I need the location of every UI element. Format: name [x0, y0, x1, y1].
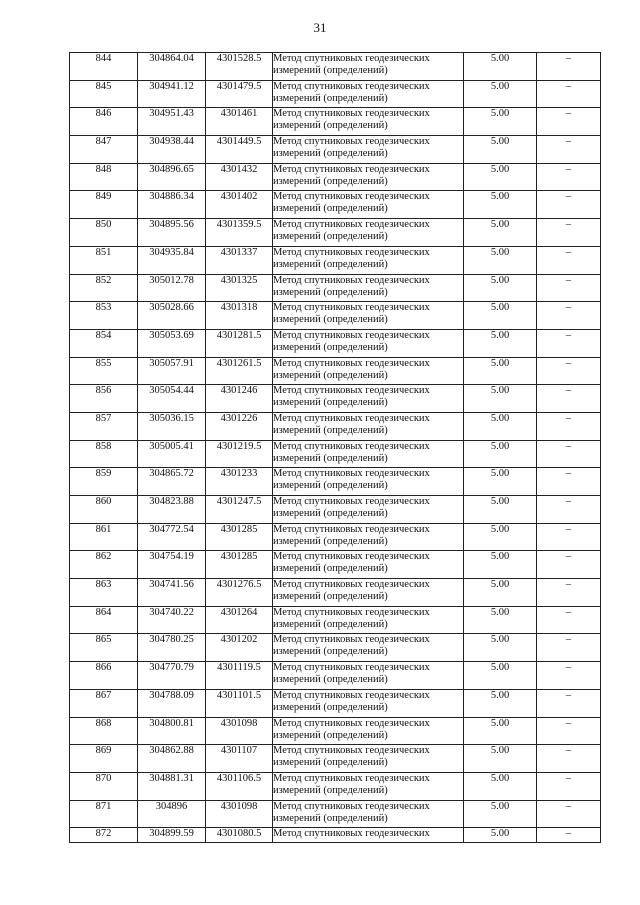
accuracy-cell: 5.00 — [464, 274, 537, 302]
x-coordinate-cell: 304895.56 — [138, 219, 206, 247]
y-coordinate-cell: 4301080.5 — [206, 828, 273, 843]
accuracy-cell: 5.00 — [464, 440, 537, 468]
y-coordinate-cell: 4301276.5 — [206, 579, 273, 607]
accuracy-cell: 5.00 — [464, 53, 537, 81]
accuracy-cell: 5.00 — [464, 136, 537, 164]
method-cell: Метод спутниковых геодезических измерений (определений) — [273, 440, 464, 468]
x-coordinate-cell: 304780.25 — [138, 634, 206, 662]
method-cell: Метод спутниковых геодезических измерений (определений) — [273, 357, 464, 385]
y-coordinate-cell: 4301202 — [206, 634, 273, 662]
method-cell: Метод спутниковых геодезических измерений (определений) — [273, 745, 464, 773]
x-coordinate-cell: 304938.44 — [138, 136, 206, 164]
extra-cell: – — [537, 357, 601, 385]
method-cell: Метод спутниковых геодезических измерений (определений) — [273, 772, 464, 800]
y-coordinate-cell: 4301479.5 — [206, 80, 273, 108]
method-cell: Метод спутниковых геодезических измерений (определений) — [273, 800, 464, 828]
y-coordinate-cell: 4301285 — [206, 523, 273, 551]
y-coordinate-cell: 4301101.5 — [206, 689, 273, 717]
extra-cell: – — [537, 274, 601, 302]
table-row — [70, 800, 601, 828]
table-row — [70, 163, 601, 191]
extra-cell: – — [537, 440, 601, 468]
extra-cell: – — [537, 329, 601, 357]
extra-cell: – — [537, 772, 601, 800]
extra-cell: – — [537, 689, 601, 717]
table-row — [70, 468, 601, 496]
table-row — [70, 634, 601, 662]
x-coordinate-cell: 304772.54 — [138, 523, 206, 551]
extra-cell: – — [537, 136, 601, 164]
accuracy-cell: 5.00 — [464, 717, 537, 745]
y-coordinate-cell: 4301098 — [206, 717, 273, 745]
method-cell: Метод спутниковых геодезических измерений (определений) — [273, 108, 464, 136]
table-row — [70, 551, 601, 579]
y-coordinate-cell: 4301449.5 — [206, 136, 273, 164]
point-number-cell: 870 — [70, 772, 138, 800]
point-number-cell: 844 — [70, 53, 138, 81]
accuracy-cell: 5.00 — [464, 302, 537, 330]
extra-cell: – — [537, 302, 601, 330]
method-cell: Метод спутниковых геодезических измерений (определений) — [273, 385, 464, 413]
y-coordinate-cell: 4301261.5 — [206, 357, 273, 385]
table-row — [70, 496, 601, 524]
y-coordinate-cell: 4301528.5 — [206, 53, 273, 81]
table-row — [70, 191, 601, 219]
method-cell: Метод спутниковых геодезических измерений (определений) — [273, 551, 464, 579]
accuracy-cell: 5.00 — [464, 385, 537, 413]
point-number-cell: 851 — [70, 246, 138, 274]
point-number-cell: 865 — [70, 634, 138, 662]
point-number-cell: 858 — [70, 440, 138, 468]
point-number-cell: 857 — [70, 412, 138, 440]
accuracy-cell: 5.00 — [464, 468, 537, 496]
table-row — [70, 689, 601, 717]
x-coordinate-cell: 305057.91 — [138, 357, 206, 385]
method-cell: Метод спутниковых геодезических измерений (определений) — [273, 496, 464, 524]
x-coordinate-cell: 305054.44 — [138, 385, 206, 413]
point-number-cell: 866 — [70, 662, 138, 690]
y-coordinate-cell: 4301226 — [206, 412, 273, 440]
point-number-cell: 871 — [70, 800, 138, 828]
method-cell: Метод спутниковых геодезических измерений (определений) — [273, 274, 464, 302]
page-number: 31 — [313, 20, 327, 35]
accuracy-cell: 5.00 — [464, 689, 537, 717]
point-number-cell: 849 — [70, 191, 138, 219]
extra-cell: – — [537, 246, 601, 274]
table-row — [70, 717, 601, 745]
table-row — [70, 246, 601, 274]
x-coordinate-cell: 304881.31 — [138, 772, 206, 800]
table-row — [70, 274, 601, 302]
method-cell: Метод спутниковых геодезических измерений (определений) — [273, 689, 464, 717]
extra-cell: – — [537, 662, 601, 690]
extra-cell: – — [537, 496, 601, 524]
coordinates-table — [69, 52, 601, 843]
extra-cell: – — [537, 800, 601, 828]
x-coordinate-cell: 304740.22 — [138, 606, 206, 634]
point-number-cell: 856 — [70, 385, 138, 413]
method-cell: Метод спутниковых геодезических измерений (определений) — [273, 634, 464, 662]
table-row — [70, 219, 601, 247]
y-coordinate-cell: 4301106.5 — [206, 772, 273, 800]
accuracy-cell: 5.00 — [464, 662, 537, 690]
accuracy-cell: 5.00 — [464, 357, 537, 385]
accuracy-cell: 5.00 — [464, 246, 537, 274]
y-coordinate-cell: 4301337 — [206, 246, 273, 274]
accuracy-cell: 5.00 — [464, 772, 537, 800]
x-coordinate-cell: 304896 — [138, 800, 206, 828]
extra-cell: – — [537, 745, 601, 773]
y-coordinate-cell: 4301285 — [206, 551, 273, 579]
accuracy-cell: 5.00 — [464, 579, 537, 607]
point-number-cell: 854 — [70, 329, 138, 357]
accuracy-cell: 5.00 — [464, 191, 537, 219]
point-number-cell: 859 — [70, 468, 138, 496]
x-coordinate-cell: 304899.59 — [138, 828, 206, 843]
point-number-cell: 867 — [70, 689, 138, 717]
x-coordinate-cell: 304788.09 — [138, 689, 206, 717]
y-coordinate-cell: 4301098 — [206, 800, 273, 828]
point-number-cell: 864 — [70, 606, 138, 634]
table-row — [70, 329, 601, 357]
method-cell: Метод спутниковых геодезических измерений (определений) — [273, 191, 464, 219]
x-coordinate-cell: 304800.81 — [138, 717, 206, 745]
x-coordinate-cell: 304896.65 — [138, 163, 206, 191]
point-number-cell: 860 — [70, 496, 138, 524]
table-row — [70, 440, 601, 468]
table-row — [70, 385, 601, 413]
point-number-cell: 853 — [70, 302, 138, 330]
point-number-cell: 847 — [70, 136, 138, 164]
x-coordinate-cell: 305036.15 — [138, 412, 206, 440]
extra-cell: – — [537, 606, 601, 634]
accuracy-cell: 5.00 — [464, 496, 537, 524]
y-coordinate-cell: 4301246 — [206, 385, 273, 413]
y-coordinate-cell: 4301107 — [206, 745, 273, 773]
accuracy-cell: 5.00 — [464, 163, 537, 191]
accuracy-cell: 5.00 — [464, 828, 537, 843]
extra-cell: – — [537, 579, 601, 607]
extra-cell: – — [537, 551, 601, 579]
x-coordinate-cell: 304951.43 — [138, 108, 206, 136]
y-coordinate-cell: 4301119.5 — [206, 662, 273, 690]
method-cell: Метод спутниковых геодезических измерений (определений) — [273, 468, 464, 496]
extra-cell: – — [537, 523, 601, 551]
method-cell: Метод спутниковых геодезических измерений (определений) — [273, 579, 464, 607]
method-cell: Метод спутниковых геодезических измерений (определений) — [273, 219, 464, 247]
table-row — [70, 53, 601, 81]
accuracy-cell: 5.00 — [464, 745, 537, 773]
extra-cell: – — [537, 828, 601, 843]
extra-cell: – — [537, 717, 601, 745]
extra-cell: – — [537, 412, 601, 440]
method-cell: Метод спутниковых геодезических — [273, 828, 464, 843]
x-coordinate-cell: 304864.04 — [138, 53, 206, 81]
accuracy-cell: 5.00 — [464, 551, 537, 579]
coordinates-table-body — [70, 53, 601, 843]
accuracy-cell: 5.00 — [464, 412, 537, 440]
method-cell: Метод спутниковых геодезических измерений (определений) — [273, 53, 464, 81]
x-coordinate-cell: 304941.12 — [138, 80, 206, 108]
y-coordinate-cell: 4301461 — [206, 108, 273, 136]
method-cell: Метод спутниковых геодезических измерений (определений) — [273, 80, 464, 108]
point-number-cell: 845 — [70, 80, 138, 108]
method-cell: Метод спутниковых геодезических измерений (определений) — [273, 329, 464, 357]
y-coordinate-cell: 4301402 — [206, 191, 273, 219]
extra-cell: – — [537, 468, 601, 496]
y-coordinate-cell: 4301264 — [206, 606, 273, 634]
y-coordinate-cell: 4301359.5 — [206, 219, 273, 247]
x-coordinate-cell: 305028.66 — [138, 302, 206, 330]
x-coordinate-cell: 304862.88 — [138, 745, 206, 773]
x-coordinate-cell: 304741.56 — [138, 579, 206, 607]
accuracy-cell: 5.00 — [464, 80, 537, 108]
y-coordinate-cell: 4301281.5 — [206, 329, 273, 357]
point-number-cell: 855 — [70, 357, 138, 385]
accuracy-cell: 5.00 — [464, 634, 537, 662]
point-number-cell: 846 — [70, 108, 138, 136]
table-row — [70, 606, 601, 634]
extra-cell: – — [537, 80, 601, 108]
method-cell: Метод спутниковых геодезических измерений (определений) — [273, 662, 464, 690]
point-number-cell: 848 — [70, 163, 138, 191]
x-coordinate-cell: 304886.34 — [138, 191, 206, 219]
y-coordinate-cell: 4301318 — [206, 302, 273, 330]
method-cell: Метод спутниковых геодезических измерений (определений) — [273, 523, 464, 551]
point-number-cell: 850 — [70, 219, 138, 247]
extra-cell: – — [537, 385, 601, 413]
extra-cell: – — [537, 108, 601, 136]
point-number-cell: 862 — [70, 551, 138, 579]
point-number-cell: 852 — [70, 274, 138, 302]
point-number-cell: 868 — [70, 717, 138, 745]
accuracy-cell: 5.00 — [464, 606, 537, 634]
method-cell: Метод спутниковых геодезических измерений (определений) — [273, 412, 464, 440]
y-coordinate-cell: 4301219.5 — [206, 440, 273, 468]
x-coordinate-cell: 304935.84 — [138, 246, 206, 274]
accuracy-cell: 5.00 — [464, 219, 537, 247]
extra-cell: – — [537, 219, 601, 247]
table-row — [70, 80, 601, 108]
x-coordinate-cell: 304865.72 — [138, 468, 206, 496]
y-coordinate-cell: 4301325 — [206, 274, 273, 302]
table-row — [70, 357, 601, 385]
x-coordinate-cell: 305053.69 — [138, 329, 206, 357]
table-row — [70, 523, 601, 551]
x-coordinate-cell: 304823.88 — [138, 496, 206, 524]
y-coordinate-cell: 4301432 — [206, 163, 273, 191]
accuracy-cell: 5.00 — [464, 800, 537, 828]
method-cell: Метод спутниковых геодезических измерений (определений) — [273, 302, 464, 330]
y-coordinate-cell: 4301233 — [206, 468, 273, 496]
method-cell: Метод спутниковых геодезических измерений (определений) — [273, 246, 464, 274]
extra-cell: – — [537, 53, 601, 81]
y-coordinate-cell: 4301247.5 — [206, 496, 273, 524]
method-cell: Метод спутниковых геодезических измерений (определений) — [273, 136, 464, 164]
x-coordinate-cell: 304770.79 — [138, 662, 206, 690]
accuracy-cell: 5.00 — [464, 108, 537, 136]
table-row — [70, 108, 601, 136]
method-cell: Метод спутниковых геодезических измерений (определений) — [273, 163, 464, 191]
point-number-cell: 872 — [70, 828, 138, 843]
table-row — [70, 828, 601, 843]
extra-cell: – — [537, 634, 601, 662]
table-row — [70, 136, 601, 164]
table-row — [70, 662, 601, 690]
accuracy-cell: 5.00 — [464, 523, 537, 551]
extra-cell: – — [537, 191, 601, 219]
table-row — [70, 579, 601, 607]
accuracy-cell: 5.00 — [464, 329, 537, 357]
method-cell: Метод спутниковых геодезических измерений (определений) — [273, 717, 464, 745]
x-coordinate-cell: 305005.41 — [138, 440, 206, 468]
point-number-cell: 863 — [70, 579, 138, 607]
table-row — [70, 302, 601, 330]
table-row — [70, 745, 601, 773]
x-coordinate-cell: 305012.78 — [138, 274, 206, 302]
table-row — [70, 772, 601, 800]
extra-cell: – — [537, 163, 601, 191]
table-row — [70, 412, 601, 440]
x-coordinate-cell: 304754.19 — [138, 551, 206, 579]
method-cell: Метод спутниковых геодезических измерений (определений) — [273, 606, 464, 634]
point-number-cell: 869 — [70, 745, 138, 773]
point-number-cell: 861 — [70, 523, 138, 551]
